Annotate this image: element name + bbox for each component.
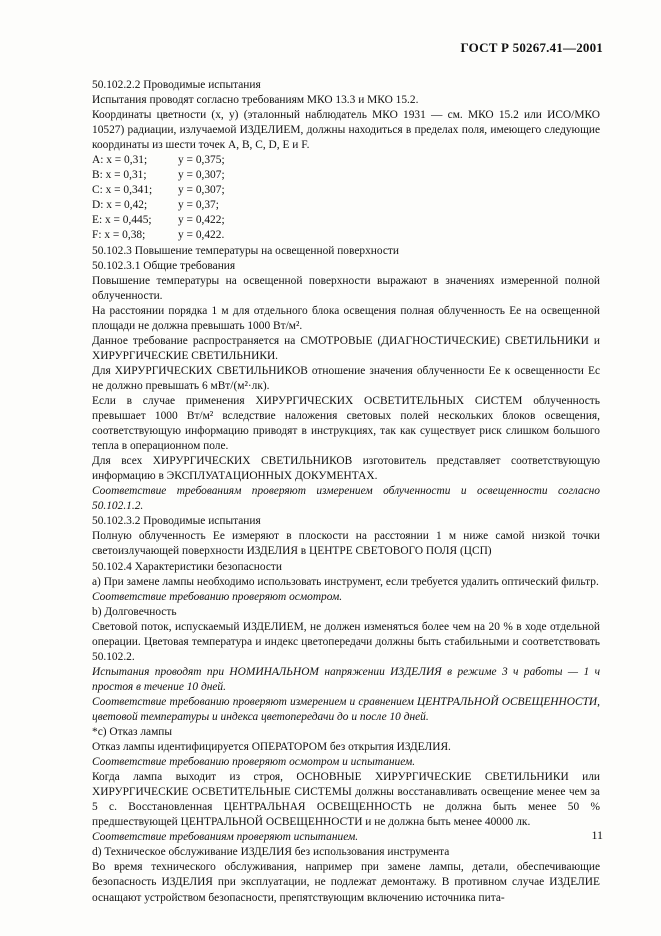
coordinate-row: [92, 213, 600, 228]
coordinate-x: A: x = 0,31;: [92, 154, 148, 167]
paragraph: Отказ лампы идентифицируется ОПЕРАТОРОМ без открытия ИЗДЕЛИЯ.: [92, 741, 451, 754]
compliance-note: Соответствие требованию проверяют измерением и сравнением ЦЕНТРАЛЬНОЙ ОСВЕЩЕННОСТИ, цветовой температуры и индекса цветопередачи до и после 10 дней.: [92, 695, 600, 723]
paragraph: Когда лампа выходит из строя, ОСНОВНЫЕ ХИРУРГИЧЕСКИЕ СВЕТИЛЬНИКИ или ХИРУРГИЧЕСКИЕ ОСВЕТИТЕЛЬНЫЕ СИСТЕМЫ должны восстанавливать освещение менее чем за 5 с. Восстановленная ЦЕНТРАЛЬНАЯ ОСВЕЩЕННОСТЬ не должна быть менее 50 % предшествующей ЦЕНТРАЛЬНОЙ ОСВЕЩЕННОСТИ и не должна быть менее 40000 лк.: [92, 771, 600, 829]
paragraph: Во время технического обслуживания, например при замене лампы, детали, обеспечивающие безопасность ИЗДЕЛИЯ при эксплуатации, не подлежат демонтажу. В противном случае ИЗДЕЛИЕ оснащают устройством безопасности, препятствующим включению источника пита-: [92, 861, 600, 904]
paragraph: a) При замене лампы необходимо использовать инструмент, если требуется удалить оптический фильтр.: [92, 575, 599, 588]
coordinate-row: [92, 153, 600, 168]
coordinate-x: F: x = 0,38;: [92, 229, 146, 242]
coordinate-y: y = 0,307;: [178, 169, 225, 182]
paragraph: Полную облученность Ee измеряют в плоскости на расстоянии 1 м ниже самой низкой точки светоизлучающей поверхности ИЗДЕЛИЯ в ЦЕНТРЕ СВЕТОВОГО ПОЛЯ (ЦСП): [92, 530, 600, 558]
coordinate-y: y = 0,422.: [178, 229, 225, 242]
compliance-note: Соответствие требованиям проверяют испытанием.: [92, 831, 359, 844]
compliance-note: Соответствие требованию проверяют осмотром и испытанием.: [92, 756, 416, 769]
coordinate-row: [92, 183, 600, 198]
paragraph: Для ХИРУРГИЧЕСКИХ СВЕТИЛЬНИКОВ отношение значения облученности Ee к освещенности Ec не должно превышать 6 мВт/(м²·лк).: [92, 364, 600, 392]
coordinate-row: [92, 168, 600, 183]
paragraph: Если в случае применения ХИРУРГИЧЕСКИХ ОСВЕТИТЕЛЬНЫХ СИСТЕМ облученность превышает 1000 Вт/м² вследствие наложения световых полей нескольких блоков освещения, соответствующую информацию приводят в инструкциях, так как существует риск слишком большого тепла в операционном поле.: [92, 394, 600, 453]
paragraph: Испытания проводят согласно требованиям МКО 13.3 и МКО 15.2.: [92, 94, 419, 107]
compliance-note: Соответствие требованию проверяют осмотром.: [92, 590, 343, 603]
paragraph: Повышение температуры на освещенной поверхности выражают в значениях измеренной полной облученности.: [92, 274, 600, 302]
coordinate-row: [92, 198, 600, 213]
paragraph: b) Долговечность: [92, 605, 177, 618]
paragraph: Для всех ХИРУРГИЧЕСКИХ СВЕТИЛЬНИКОВ изготовитель представляет соответствующую информацию в ЭКСПЛУАТАЦИОННЫХ ДОКУМЕНТАХ.: [92, 455, 600, 483]
coordinate-x: D: x = 0,42;: [92, 199, 148, 212]
document-body: [92, 78, 600, 906]
coordinate-list: [92, 153, 600, 243]
paragraph: Данное требование распространяется на СМОТРОВЫЕ (ДИАГНОСТИЧЕСКИЕ) СВЕТИЛЬНИКИ и ХИРУРГИЧЕСКИЕ СВЕТИЛЬНИКИ.: [92, 334, 600, 362]
paragraph: *c) Отказ лампы: [92, 726, 173, 739]
paragraph-list: [92, 244, 600, 906]
paragraph: 50.102.3.2 Проводимые испытания: [92, 515, 261, 528]
section-heading: 50.102.2.2 Проводимые испытания: [92, 79, 261, 91]
paragraph: Световой поток, испускаемый ИЗДЕЛИЕМ, не должен изменяться более чем на 20 % в ходе отдельной операции. Цветовая температура и индекс цветопередачи должны быть стабильными и соответствовать 50.102.2.: [92, 620, 600, 663]
coordinate-y: y = 0,422;: [178, 214, 225, 227]
coordinate-x: E: x = 0,445;: [92, 214, 152, 227]
paragraph: d) Техническое обслуживание ИЗДЕЛИЯ без использования инструмента: [92, 846, 450, 859]
paragraph: 50.102.3.1 Общие требования: [92, 259, 236, 272]
compliance-note: Соответствие требованиям проверяют измерением облученности и освещенности согласно 50.102.1.2.: [92, 485, 600, 513]
document-code-header: ГОСТ Р 50267.41—2001: [460, 40, 603, 55]
compliance-note: Испытания проводят при НОМИНАЛЬНОМ напряжении ИЗДЕЛИЯ в режиме 3 ч работы — 1 ч простоя в течение 10 дней.: [92, 665, 600, 693]
paragraph: 50.102.4 Характеристики безопасности: [92, 560, 282, 573]
coordinate-x: B: x = 0,31;: [92, 169, 147, 182]
coordinate-y: y = 0,375;: [178, 154, 225, 167]
coordinate-x: C: x = 0,341;: [92, 184, 153, 197]
paragraph: 50.102.3 Повышение температуры на освещенной поверхности: [92, 244, 399, 257]
paragraph: Координаты цветности (x, y) (эталонный наблюдатель МКО 1931 — см. МКО 15.2 или ИСО/МКО 10527) радиации, излучаемой ИЗДЕЛИЕМ, должны находиться в пределах поля, имеющего следующие координаты из шести точек A, B, C, D, E и F.: [92, 109, 600, 152]
coordinate-y: y = 0,37;: [178, 199, 219, 212]
paragraph: На расстоянии порядка 1 м для отдельного блока освещения полная облученность Ee на освещенной площади не должна превышать 1000 Вт/м².: [92, 304, 600, 332]
coordinate-row: [92, 228, 600, 243]
page-number: 11: [591, 828, 603, 842]
coordinate-y: y = 0,307;: [178, 184, 225, 197]
